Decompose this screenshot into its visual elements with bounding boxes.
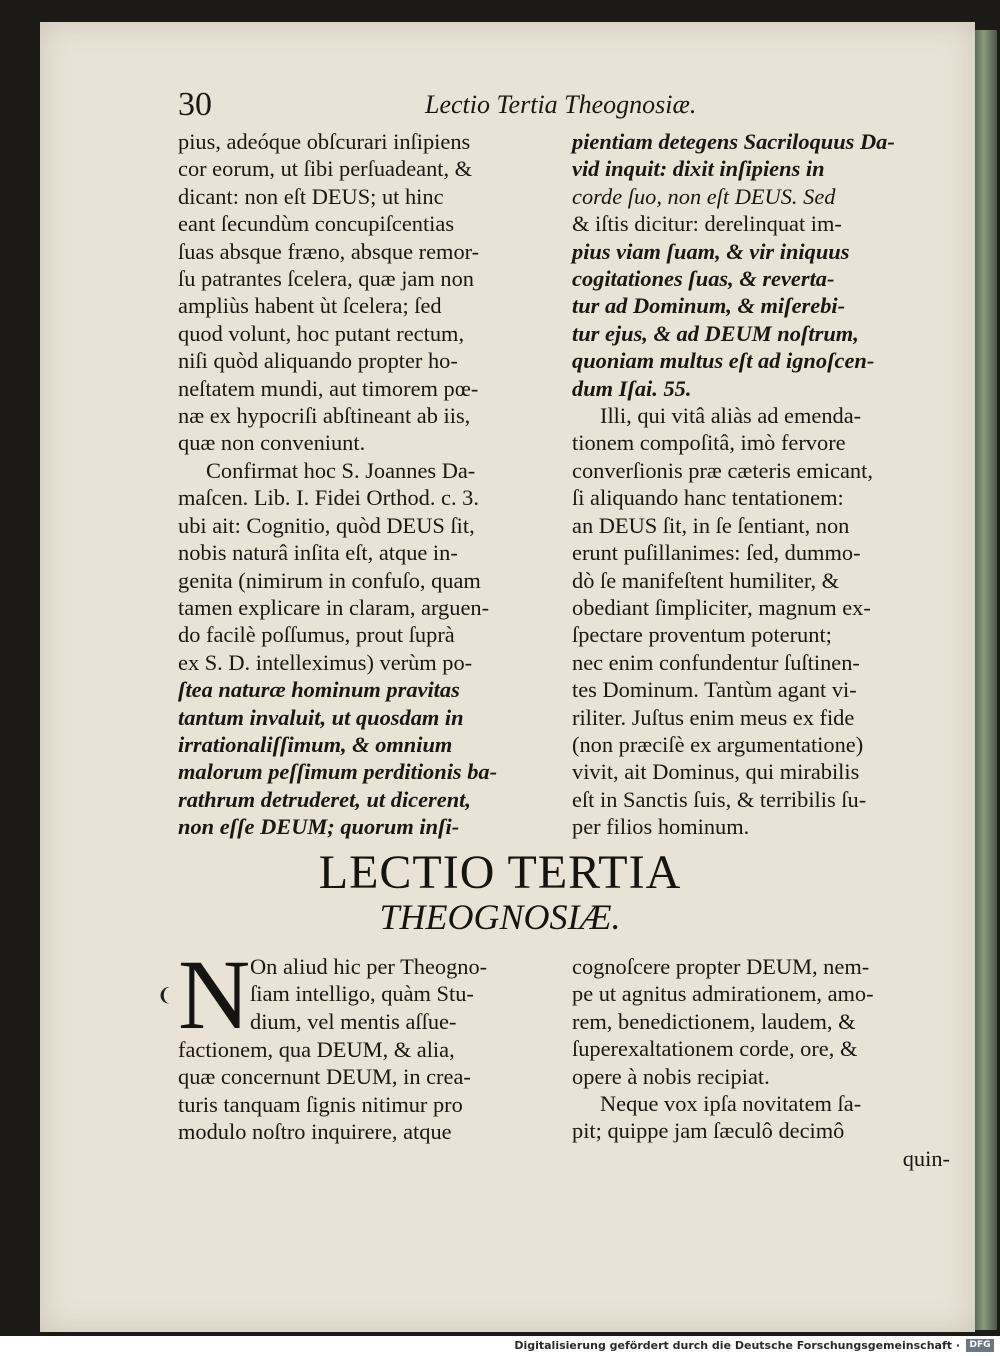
text-line: malorum peſſimum perditionis ba- (178, 759, 498, 785)
text-line: genita (nimirum in confuſo, quam (178, 567, 481, 593)
text-line: ubi ait: Cognitio, quòd DEUS ſit, (178, 512, 475, 538)
text-line: tur ad Dominum, & miſerebi- (572, 293, 846, 319)
text-line: vid inquit: dixit inſipiens in (572, 156, 825, 182)
text-line: neſtatem mundi, aut timorem pœ- (178, 375, 479, 401)
text-line: ſiam intelligo, quàm Stu- (250, 981, 474, 1007)
text-line: do facilè poſſumus, prout ſuprà (178, 622, 455, 648)
text-line: an DEUS ſit, in ſe ſentiant, non (572, 512, 850, 538)
text-line: tes Dominum. Tantùm agant vi- (572, 677, 857, 703)
text-line: ſuas absque fræno, absque remor- (178, 238, 480, 264)
page-header (178, 82, 958, 122)
text-line: (non præciſè ex argumentatione) (572, 731, 864, 757)
text-line: obediant ſimpliciter, magnum ex- (572, 594, 871, 620)
section-left (178, 1036, 550, 1146)
text-line: ſi aliquando hanc tentationem: (572, 485, 844, 511)
text-line: eant ſecundùm concupiſcentias (178, 211, 455, 237)
text-line: ſuperexaltationem corde, ore, & (572, 1036, 858, 1062)
text-line: tantum invaluit, ut quosdam in (178, 704, 464, 730)
text-line: Illi, qui vitâ aliàs ad emenda- (600, 403, 862, 429)
text-line: factionem, qua DEUM, & alia, (178, 1037, 455, 1062)
dfg-credit: Digitalisierung gefördert durch die Deutsche Forschungsgemeinschaft · (514, 1339, 960, 1352)
text-line: Confirmat hoc S. Joannes Da- (206, 457, 476, 483)
text-line: corde ſuo, non eſt DEUS. Sed (572, 183, 836, 209)
text-line: næ ex hypocriſi abſtineant ab iis, (178, 403, 471, 429)
text-line: dium, vel mentis aſſue- (250, 1008, 457, 1034)
dfg-logo: DFG (966, 1339, 994, 1352)
section-right (572, 953, 950, 1172)
text-line: pius, adeóque obſcurari inſipiens (178, 129, 471, 154)
text-line: quoniam multus eſt ad ignoſcen- (572, 348, 875, 374)
left-column (178, 128, 550, 841)
right-column (572, 128, 944, 841)
text-line: Neque vox ipſa novitatem ſa- (600, 1091, 862, 1117)
text-line: dum Iſai. 55. (572, 375, 692, 401)
text-line: ſpectare proventum poterunt; (572, 622, 832, 648)
text-line: tionem compoſitâ, imò fervore (572, 430, 846, 456)
text-line: cor eorum, ut ſibi perſuadeant, & (178, 156, 473, 182)
running-head: Lectio Tertia Theognosiæ. (425, 90, 697, 119)
text-line: tur ejus, & ad DEUM noſtrum, (572, 320, 859, 346)
section-subtitle: THEOGNOSIÆ. (379, 897, 621, 937)
text-line: erunt puſillanimes: ſed, dummo- (572, 540, 861, 566)
text-line: On aliud hic per Theogno- (250, 954, 488, 979)
text-line: maſcen. Lib. I. Fidei Orthod. c. 3. (178, 485, 479, 511)
text-line: riliter. Juſtus enim meus ex fide (572, 704, 855, 730)
text-line: cogitationes ſuas, & reverta- (572, 266, 835, 292)
text-line: non eſſe DEUM; quorum inſi- (178, 814, 460, 840)
drop-cap: N (178, 939, 251, 1050)
text-line: opere à nobis recipiat. (572, 1063, 770, 1089)
text-line: rem, benedictionem, laudem, & (572, 1008, 856, 1034)
text-line: tamen explicare in claram, arguen- (178, 594, 490, 620)
text-line: ſu patrantes ſcelera, quæ jam non (178, 266, 474, 292)
text-line: nobis naturâ inſita eſt, atque in- (178, 540, 458, 566)
page-number: 30 (178, 86, 212, 123)
text-line: ſtea naturæ hominum pravitas (178, 677, 460, 703)
margin-mark: ❨ (157, 985, 173, 1006)
text-line: converſionis præ cæteris emicant, (572, 457, 873, 483)
text-line: modulo noſtro inquirere, atque (178, 1119, 452, 1145)
text-line: quæ non conveniunt. (178, 430, 366, 456)
text-line: pius viam ſuam, & vir iniquus (572, 238, 850, 264)
text-line: irrationaliſſimum, & omnium (178, 731, 453, 757)
text-line: dò ſe manifeſtent humiliter, & (572, 567, 840, 593)
catchword: quin- (902, 1145, 950, 1171)
text-line: vivit, ait Dominus, qui mirabilis (572, 759, 860, 785)
text-line: nec enim confundentur ſuſtinen- (572, 649, 860, 675)
text-line: pit; quippe jam ſæculô decimô (572, 1118, 845, 1144)
text-line: & iſtis dicitur: derelinquat im- (572, 211, 842, 237)
section-title: LECTIO TERTIA (318, 846, 682, 899)
text-line: pe ut agnitus admirationem, amo- (572, 981, 874, 1007)
text-line: dicant: non eſt DEUS; ut hinc (178, 183, 444, 209)
section-left-indented (250, 953, 550, 1035)
text-line: ampliùs habent ùt ſcelera; ſed (178, 293, 442, 319)
text-line: per filios hominum. (572, 814, 750, 840)
text-line: niſi quòd aliquando propter ho- (178, 348, 458, 374)
text-line: quæ concernunt DEUM, in crea- (178, 1064, 471, 1090)
text-line: pientiam detegens Sacriloquus Da- (572, 129, 895, 154)
text-line: turis tanquam ſignis nitimur pro (178, 1091, 463, 1117)
text-line: ex S. D. intelleximus) verùm po- (178, 649, 473, 675)
text-line: cognoſcere propter DEUM, nem- (572, 954, 870, 979)
text-line: rathrum detruderet, ut dicerent, (178, 786, 471, 812)
book-edge (975, 30, 997, 1330)
text-line: eſt in Sanctis ſuis, & terribilis ſu- (572, 786, 867, 812)
text-line: quod volunt, hoc putant rectum, (178, 320, 465, 346)
